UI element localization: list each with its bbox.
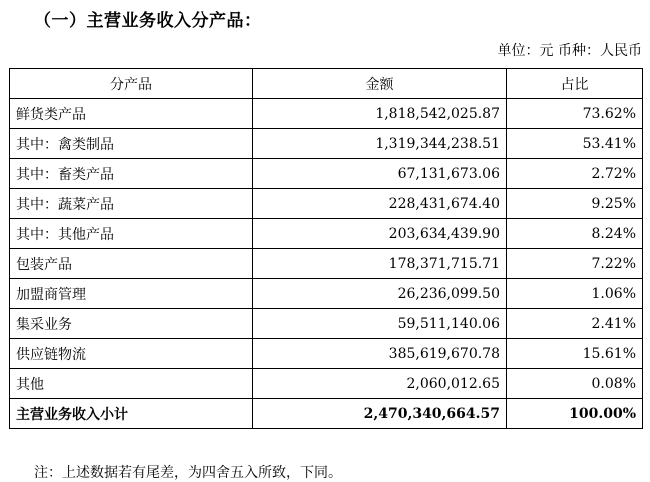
amount-cell: 26,236,099.50 [253,279,507,309]
share-cell: 15.61% [507,339,643,369]
share-cell: 53.41% [507,129,643,159]
amount-cell: 1,818,542,025.87 [253,99,507,129]
table-row [10,279,643,309]
share-cell: 2.72% [507,159,643,189]
product-cell: 其中：畜类产品 [10,159,253,189]
table-total-row [10,399,643,429]
share-cell: 1.06% [507,279,643,309]
share-cell: 8.24% [507,219,643,249]
product-cell: 鲜货类产品 [10,99,253,129]
product-cell: 其中：禽类制品 [10,129,253,159]
share-cell: 2.41% [507,309,643,339]
column-header-share: 占比 [507,69,643,99]
table-row [10,219,643,249]
amount-cell: 67,131,673.06 [253,159,507,189]
table-row [10,159,643,189]
table-header-row [10,69,643,99]
share-cell: 9.25% [507,189,643,219]
table-row [10,369,643,399]
revenue-by-product-table [9,68,643,429]
amount-cell: 385,619,670.78 [253,339,507,369]
share-cell: 0.08% [507,369,643,399]
table-row [10,189,643,219]
share-cell: 7.22% [507,249,643,279]
product-cell: 包装产品 [10,249,253,279]
amount-cell: 2,060,012.65 [253,369,507,399]
table-row [10,129,643,159]
total-share-cell: 100.00% [507,399,643,429]
product-cell: 其中：蔬菜产品 [10,189,253,219]
section-title: （一）主营业务收入分产品： [34,11,262,31]
table-row [10,339,643,369]
total-amount-cell: 2,470,340,664.57 [253,399,507,429]
column-header-amount: 金额 [253,69,507,99]
product-cell: 其中：其他产品 [10,219,253,249]
unit-currency-note: 单位：元 币种：人民币 [497,43,642,59]
share-cell: 73.62% [507,99,643,129]
amount-cell: 59,511,140.06 [253,309,507,339]
amount-cell: 178,371,715.71 [253,249,507,279]
table-row [10,249,643,279]
product-cell: 其他 [10,369,253,399]
product-cell: 供应链物流 [10,339,253,369]
table-row [10,99,643,129]
product-cell: 加盟商管理 [10,279,253,309]
product-cell: 集采业务 [10,309,253,339]
table-row [10,309,643,339]
amount-cell: 228,431,674.40 [253,189,507,219]
amount-cell: 1,319,344,238.51 [253,129,507,159]
total-label-cell: 主营业务收入小计 [10,399,253,429]
footnote: 注：上述数据若有尾差，为四舍五入所致，下同。 [34,465,342,481]
column-header-product: 分产品 [10,69,253,99]
amount-cell: 203,634,439.90 [253,219,507,249]
